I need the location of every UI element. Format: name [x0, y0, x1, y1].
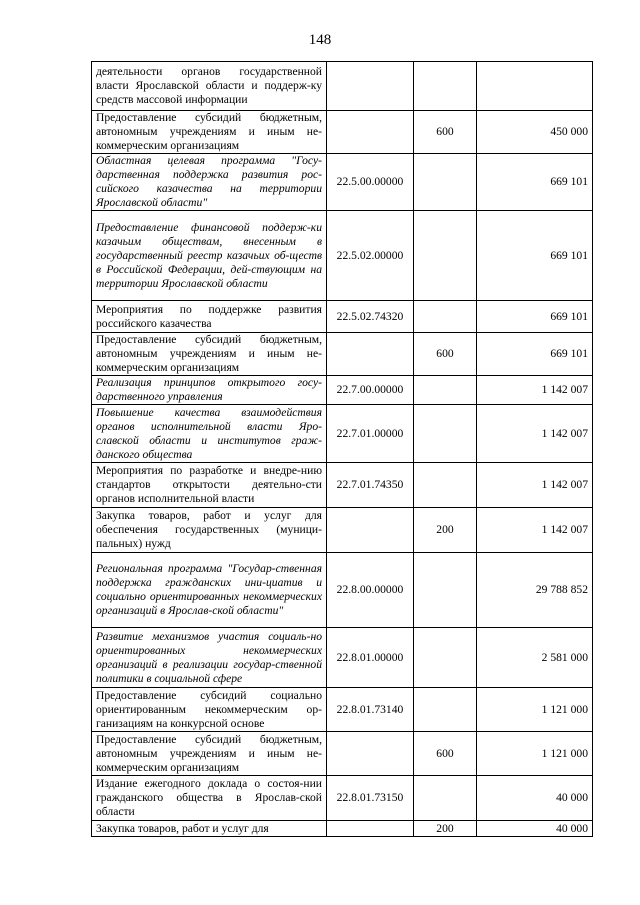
amount-cell: 1 142 007 [477, 405, 593, 463]
item-name-cell: Закупка товаров, работ и услуг для обеспечения государственных (муници-пальных) нужд [92, 508, 327, 553]
target-code-cell: 22.7.00.00000 [327, 376, 414, 405]
item-name-cell: Реализация принципов открытого госу-дарственного управления [92, 376, 327, 405]
target-code-cell: 22.5.02.74320 [327, 301, 414, 333]
target-code-cell: 22.8.00.00000 [327, 553, 414, 628]
expense-type-cell [414, 154, 477, 211]
table-row [92, 62, 593, 111]
expense-type-cell: 200 [414, 508, 477, 553]
item-name-cell: Региональная программа "Государ-ственная поддержка гражданских ини-циатив и социально ориентированных некоммерческих организаций в Ярослав-ской области" [92, 553, 327, 628]
item-name-cell: Мероприятия по разработке и внедре-нию стандартов открытости деятельно-сти органов исполнительной власти [92, 463, 327, 508]
table-row [92, 301, 593, 333]
budget-table [91, 61, 593, 837]
amount-cell: 1 142 007 [477, 463, 593, 508]
table-row [92, 211, 593, 301]
target-code-cell [327, 508, 414, 553]
amount-cell: 669 101 [477, 154, 593, 211]
amount-cell [477, 62, 593, 111]
expense-type-cell: 600 [414, 111, 477, 154]
expense-type-cell: 600 [414, 333, 477, 376]
item-name-cell: деятельности органов государственной власти Ярославской области и поддерж-ку средств массовой информации [92, 62, 327, 111]
expense-type-cell [414, 688, 477, 732]
target-code-cell [327, 111, 414, 154]
target-code-cell [327, 732, 414, 776]
amount-cell: 40 000 [477, 776, 593, 821]
expense-type-cell [414, 405, 477, 463]
expense-type-cell [414, 776, 477, 821]
amount-cell: 1 142 007 [477, 376, 593, 405]
table-row [92, 776, 593, 821]
table-row [92, 376, 593, 405]
amount-cell: 29 788 852 [477, 553, 593, 628]
table-row [92, 463, 593, 508]
amount-cell: 2 581 000 [477, 628, 593, 688]
target-code-cell [327, 62, 414, 111]
table-row [92, 154, 593, 211]
item-name-cell: Закупка товаров, работ и услуг для [92, 821, 327, 837]
target-code-cell: 22.7.01.74350 [327, 463, 414, 508]
budget-table-body [92, 62, 593, 837]
table-row [92, 508, 593, 553]
item-name-cell: Предоставление субсидий бюджетным, автономным учреждениям и иным не-коммерческим организациям [92, 333, 327, 376]
item-name-cell: Предоставление субсидий бюджетным, автономным учреждениям и иным не-коммерческим организациям [92, 111, 327, 154]
amount-cell: 669 101 [477, 333, 593, 376]
item-name-cell: Повышение качества взаимодействия органов исполнительной власти Яро-славской области и институтов граж-данского общества [92, 405, 327, 463]
expense-type-cell [414, 463, 477, 508]
expense-type-cell [414, 301, 477, 333]
table-row [92, 553, 593, 628]
table-row [92, 405, 593, 463]
table-row [92, 821, 593, 837]
page-number: 148 [308, 32, 332, 48]
target-code-cell [327, 821, 414, 837]
amount-cell: 1 121 000 [477, 688, 593, 732]
item-name-cell: Областная целевая программа "Госу-дарственная поддержка развития рос-сийского казачества на территории Ярославской области" [92, 154, 327, 211]
expense-type-cell: 600 [414, 732, 477, 776]
item-name-cell: Издание ежегодного доклада о состоя-нии гражданского общества в Ярослав-ской области [92, 776, 327, 821]
target-code-cell: 22.7.01.00000 [327, 405, 414, 463]
item-name-cell: Развитие механизмов участия социаль-но ориентированных некоммерческих организаций в реализации государ-ственной политики в социальной сфере [92, 628, 327, 688]
expense-type-cell: 200 [414, 821, 477, 837]
item-name-cell: Предоставление финансовой поддерж-ки казачьим обществам, внесенным в государственный реестр казачьих об-ществ в Российской Федерации, дей-ствующим на территории Ярославской области [92, 211, 327, 301]
table-row [92, 333, 593, 376]
expense-type-cell [414, 553, 477, 628]
target-code-cell: 22.5.00.00000 [327, 154, 414, 211]
table-row [92, 628, 593, 688]
target-code-cell: 22.8.01.73140 [327, 688, 414, 732]
amount-cell: 669 101 [477, 211, 593, 301]
expense-type-cell [414, 628, 477, 688]
target-code-cell: 22.8.01.00000 [327, 628, 414, 688]
expense-type-cell [414, 376, 477, 405]
item-name-cell: Предоставление субсидий бюджетным, автономным учреждениям и иным не-коммерческим организациям [92, 732, 327, 776]
expense-type-cell [414, 211, 477, 301]
table-row [92, 732, 593, 776]
target-code-cell [327, 333, 414, 376]
amount-cell: 1 142 007 [477, 508, 593, 553]
target-code-cell: 22.8.01.73150 [327, 776, 414, 821]
table-row [92, 688, 593, 732]
amount-cell: 669 101 [477, 301, 593, 333]
amount-cell: 450 000 [477, 111, 593, 154]
item-name-cell: Предоставление субсидий социально ориентированным некоммерческим ор-ганизациям на конкурсной основе [92, 688, 327, 732]
amount-cell: 1 121 000 [477, 732, 593, 776]
item-name-cell: Мероприятия по поддержке развития российского казачества [92, 301, 327, 333]
expense-type-cell [414, 62, 477, 111]
target-code-cell: 22.5.02.00000 [327, 211, 414, 301]
amount-cell: 40 000 [477, 821, 593, 837]
table-row [92, 111, 593, 154]
